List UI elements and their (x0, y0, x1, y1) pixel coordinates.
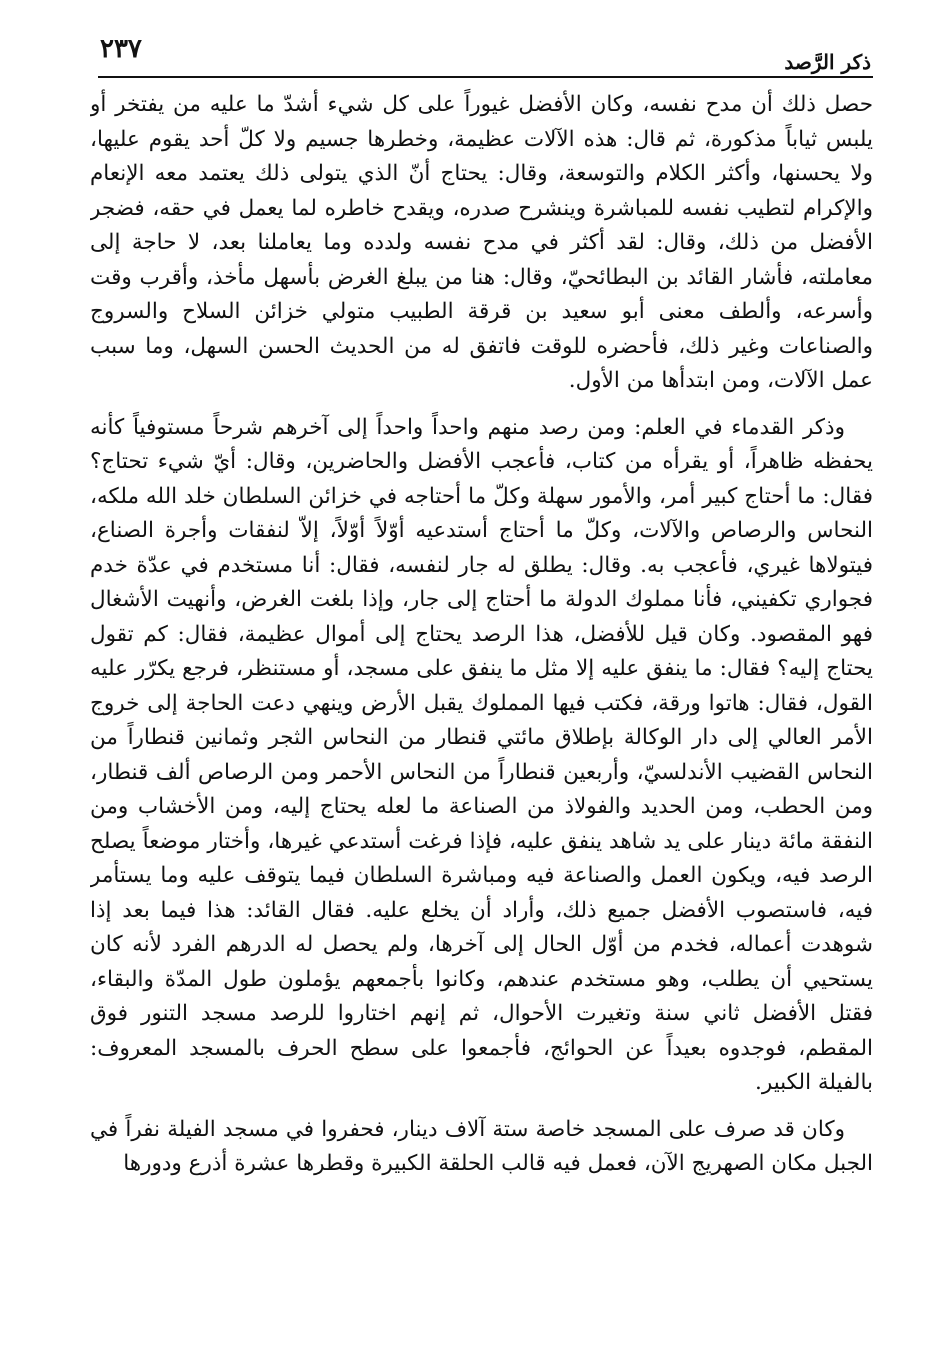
header-rule (98, 76, 873, 78)
paragraph-3: وكان قد صرف على المسجد خاصة ستة آلاف دينار، فحفروا في مسجد الفيلة نفراً في الجبل مكان الصهريج الآن، فعمل فيه قالب الحلقة الكبيرة وقطرها عشرة أذرع ودورها (90, 1116, 873, 1176)
body-text (90, 88, 873, 1346)
page-number: ٢٣٧ (100, 34, 142, 64)
paragraph-2: وذكر القدماء في العلم: ومن رصد منهم واحداً واحداً إلى آخرهم شرحاً مستوفياً كأنه يحفظه ظاهراً، أو يقرأه من كتاب، فأعجب الأفضل والحاضرين، وقال: أيّ شيء تحتاج؟ فقال: ما أحتاج كبير أمر، والأمور سهلة وكلّ ما أحتاجه في خزائن السلطان خلد الله ملكه، النحاس والرصاص والآلات، وكلّ ما أحتاج أستدعيه أوّلاً أوّلاً، إلاّ لنفقات وأجرة الصناع، فيتولاها غيري، فأعجب به. وقال: يطلق له جار لنفسه، فقال: أنا مستخدم في عدّة خدم فجواري تكفيني، فأنا مملوك الدولة ما أحتاج إلى جار، وإذا بلغت الغرض، وأنهيت الأشغال فهو المقصود. وكان قيل للأفضل، هذا الرصد يحتاج إلى أموال عظيمة، فقال: كم تقول يحتاج إليه؟ فقال: ما ينفق عليه إلا مثل ما ينفق على مسجد، أو مستنظر، فرجع يكرّر عليه القول، فقال: هاتوا ورقة، فكتب فيها المملوك يقبل الأرض وينهي دعت الحاجة إلى خروج الأمر العالي إلى دار الوكالة بإطلاق مائتي قنطار من النحاس الثجر وثمانين قنطاراً من النحاس القضيب الأندلسيّ، وأربعين قنطاراً من النحاس الأحمر ومن الرصاص ألف قنطار، ومن الحطب، ومن الحديد والفولاذ من الصناعة ما لعله يحتاج إليه، ومن الأخشاب ومن النفقة مائة دينار على يد شاهد ينفق عليه، فإذا فرغت أستدعي غيرها، وأختار موضعاً يصلح الرصد فيه، ويكون العمل والصناعة فيه ومباشرة السلطان فيما يتوقف عليه وما يستأمر فيه، فاستصوب الأفضل جميع ذلك، وأراد أن يخلع عليه. فقال القائد: هذا فيما بعد إذا شوهدت أعماله، فخدم من أوّل الحال إلى آخرها، ولم يحصل له الدرهم الفرد لأنه كان يستحيي أن يطلب، وهو مستخدم عندهم، وكانوا بأجمعهم يؤملون طول المدّة والبقاء، فقتل الأفضل ثاني سنة وتغيرت الأحوال، ثم إنهم اختاروا للرصد مسجد التنور فوق المقطم، فوجدوه بعيداً عن الحوائج، فأجمعوا على سطح الحرف بالمسجد المعروف: بالفيلة الكبير. (90, 414, 873, 1095)
running-title: ذكر الرَّصد (784, 50, 871, 74)
paragraph-1: حصل ذلك أن مدح نفسه، وكان الأفضل غيوراً على كل شيء أشدّ ما عليه من يفتخر أو يلبس ثياباً مذكورة، ثم قال: هذه الآلات عظيمة، وخطرها جسيم ولا كلّ أحد يقوم عليها، ولا يحسنها، وأكثر الكلام والتوسعة، وقال: يحتاج أنّ الذي يتولى ذلك يعتمد معه الإنعام والإكرام لتطيب نفسه للمباشرة وينشرح صدره، ويقدح خاطره لما يعمل في حقه، فضجر الأفضل من ذلك، وقال: لقد أكثر في مدح نفسه ولدده وما يعاملنا بعد، لا حاجة إلى معاملته، فأشار القائد بن البطائحيّ، وقال: هنا من يبلغ الغرض بأسهل مأخذ، وأقرب وقت وأسرعه، وألطف معنى أبو سعيد بن قرقة الطبيب متولي خزائن السلاح والسروج والصناعات وغير ذلك، فأحضره للوقت فاتفق له من الحديث الحسن السهل، وما سبب عمل الآلات، ومن ابتدأها من الأول. (90, 92, 873, 393)
